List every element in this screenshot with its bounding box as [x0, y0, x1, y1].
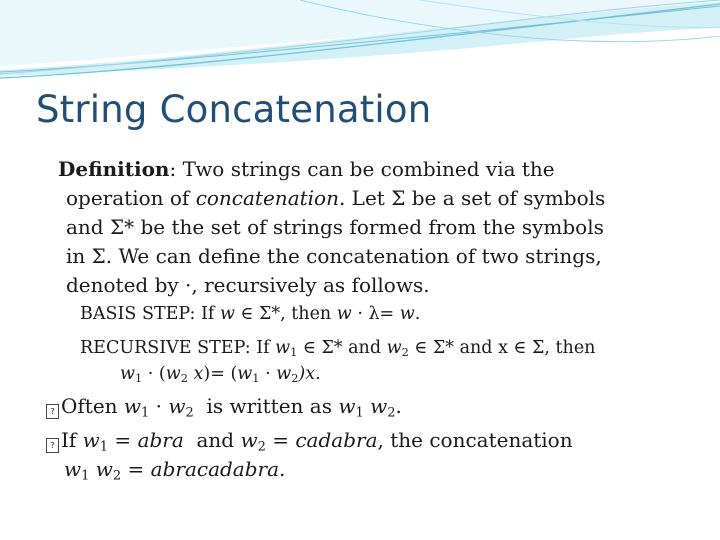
math-text: )x. — [298, 364, 321, 384]
math-var: x — [187, 364, 204, 384]
bullet-item-2 — [46, 427, 573, 453]
bullet-glyph-icon: ? — [46, 404, 59, 419]
math-text: ∈ Σ*, then — [234, 304, 337, 324]
math-var: w — [237, 364, 253, 384]
definition-line-2 — [66, 185, 605, 211]
math-var: w — [123, 394, 142, 418]
math-text: = — [121, 457, 151, 481]
math-var: w — [399, 304, 415, 324]
bullet-text: is written as — [193, 394, 339, 418]
math-text: · — [149, 394, 169, 418]
math-var: w — [82, 428, 100, 452]
definition-term: Definition — [58, 157, 170, 181]
math-text: )= ( — [203, 364, 238, 384]
bullet-text: If — [61, 428, 83, 452]
definition-line-4: in Σ. We can define the concatenation of two strings, — [66, 244, 602, 268]
math-subscript: 2 — [401, 344, 409, 359]
math-text: If — [250, 338, 276, 358]
bullet-text: Often — [61, 394, 124, 418]
math-text: ∈ Σ* and — [297, 338, 387, 358]
math-text: ∈ Σ* and x ∈ Σ, then — [408, 338, 596, 358]
definition-text: : Two strings can be combined via the — [169, 157, 555, 181]
recursive-step — [80, 336, 595, 360]
math-text: . — [414, 304, 421, 324]
recursive-step-formula — [120, 362, 321, 386]
string-abracadabra: abracadabra — [150, 457, 280, 481]
math-var: w — [370, 394, 388, 418]
math-var: w — [338, 394, 356, 418]
math-text: · λ= — [351, 304, 400, 324]
math-subscript: 2 — [257, 439, 266, 455]
math-subscript: 1 — [252, 370, 260, 385]
string-abra: abra — [137, 428, 184, 452]
string-cadabra: cadabra — [295, 428, 378, 452]
math-var: w — [64, 457, 82, 481]
concatenation-term: concatenation — [195, 186, 339, 210]
math-subscript: 2 — [387, 405, 396, 421]
bullet-text: and — [183, 428, 241, 452]
header-wave-decoration — [0, 0, 720, 90]
basis-step — [80, 302, 420, 326]
math-text: If — [195, 304, 220, 324]
math-subscript: 1 — [99, 439, 109, 455]
bullet-item-2-line-2 — [64, 456, 285, 482]
definition-text: . Let Σ be a set of symbols — [338, 186, 606, 210]
math-var: w — [276, 364, 292, 384]
basis-step-label: BASIS STEP: — [80, 304, 196, 324]
math-text: · ( — [142, 364, 166, 384]
math-subscript: 2 — [291, 370, 299, 385]
bullet-glyph-icon: ? — [46, 438, 59, 453]
definition-text: operation of — [66, 186, 196, 210]
recursive-step-label: RECURSIVE STEP: — [80, 338, 251, 358]
math-text: = — [108, 428, 138, 452]
math-var: w — [240, 428, 258, 452]
math-text: = — [265, 428, 296, 452]
math-var: w — [275, 338, 291, 358]
math-var: w — [168, 394, 186, 418]
math-var: w — [386, 338, 402, 358]
math-var: w — [336, 304, 352, 324]
bullet-item-1 — [46, 393, 402, 419]
bullet-text: , the concatenation — [377, 428, 573, 452]
math-subscript: 2 — [180, 370, 188, 385]
definition-line-5: denoted by ·, recursively as follows. — [66, 273, 430, 297]
math-text: . — [279, 457, 286, 481]
math-subscript: 1 — [81, 468, 90, 484]
definition-line-3: and Σ* be the set of strings formed from the symbols — [66, 215, 604, 239]
math-subscript: 1 — [290, 344, 298, 359]
definition-line-1 — [58, 156, 555, 182]
math-subscript: 2 — [185, 405, 194, 421]
slide-title: String Concatenation — [36, 88, 432, 131]
math-text: . — [395, 394, 402, 418]
math-var: w — [165, 364, 181, 384]
math-subscript: 1 — [355, 405, 364, 421]
math-var: w — [95, 457, 113, 481]
math-subscript: 2 — [112, 468, 122, 484]
math-var: w — [120, 364, 135, 384]
math-var: w — [219, 304, 235, 324]
math-subscript: 1 — [134, 370, 143, 385]
math-subscript: 1 — [141, 405, 150, 421]
math-text: · — [259, 364, 277, 384]
